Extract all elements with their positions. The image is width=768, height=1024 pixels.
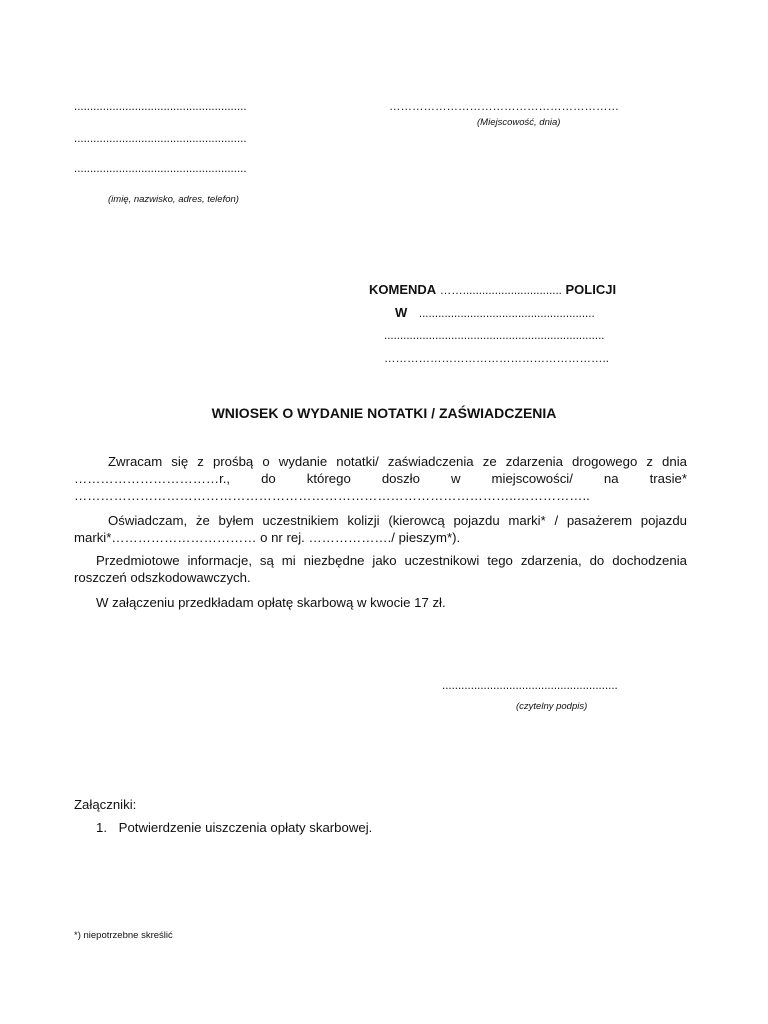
- w-label: W: [395, 305, 408, 320]
- sender-line-1: ......................................................: [74, 101, 247, 113]
- signature-caption: (czytelny podpis): [516, 701, 588, 712]
- document-title: WNIOSEK O WYDANIE NOTATKI / ZAŚWIADCZENIA: [211, 405, 557, 421]
- sender-line-3: ......................................................: [74, 163, 247, 175]
- footnote: *) niepotrzebne skreślić: [74, 930, 173, 941]
- attachment-item: [96, 820, 372, 835]
- sender-caption: (imię, nazwisko, adres, telefon): [108, 194, 239, 205]
- attachment-item-number: 1.: [96, 820, 107, 835]
- p2-line-1: Oświadczam, że byłem uczestnikiem kolizji (kierowcą pojazdu marki* / pasażerem pojazdu: [108, 513, 687, 528]
- komenda-dots: ……...............................: [439, 285, 562, 297]
- p1-line-1: Zwracam się z prośbą o wydanie notatki/ zaświadczenia ze zdarzenia drogowego z dnia: [108, 454, 687, 469]
- recipient-line-3: .....................................................................: [384, 330, 605, 342]
- attachments-heading: Załączniki:: [74, 797, 137, 812]
- p3-line-2: roszczeń odszkodowawczych.: [74, 570, 251, 585]
- place-date-line: ……………………………………………………: [389, 101, 619, 113]
- p3-line-1: Przedmiotowe informacje, są mi niezbędne jako uczestnikowi tego zdarzenia, do dochodzenia: [96, 553, 687, 568]
- p4-line: W załączeniu przedkładam opłatę skarbową w kwocie 17 zł.: [96, 595, 446, 610]
- p1-line-2: ……………………………r., do którego doszło w miejscowości/ na trasie*: [74, 471, 687, 486]
- attachment-item-text: Potwierdzenie uiszczenia opłaty skarbowej.: [118, 820, 373, 835]
- komenda-label: KOMENDA: [369, 282, 437, 297]
- p1-line-3: ………………………………………………………………………………………..……………..: [74, 488, 590, 503]
- policji-label: POLICJI: [565, 282, 617, 297]
- place-date-caption: (Miejscowość, dnia): [477, 117, 561, 128]
- p2-line-2: marki*…………………………… o nr rej. ………………./ pieszym*).: [74, 530, 461, 545]
- paragraph-1: [74, 453, 687, 504]
- recipient-line-4: …………………………………………………..: [384, 353, 609, 365]
- paragraph-3: [74, 552, 687, 586]
- w-dots: .......................................................: [418, 308, 595, 320]
- recipient-w-line: [395, 305, 595, 320]
- sender-line-2: ......................................................: [74, 133, 247, 145]
- paragraph-4: [74, 594, 687, 611]
- paragraph-2: [74, 512, 687, 546]
- recipient-komenda-line: [369, 282, 616, 297]
- signature-line: .......................................................: [442, 680, 618, 692]
